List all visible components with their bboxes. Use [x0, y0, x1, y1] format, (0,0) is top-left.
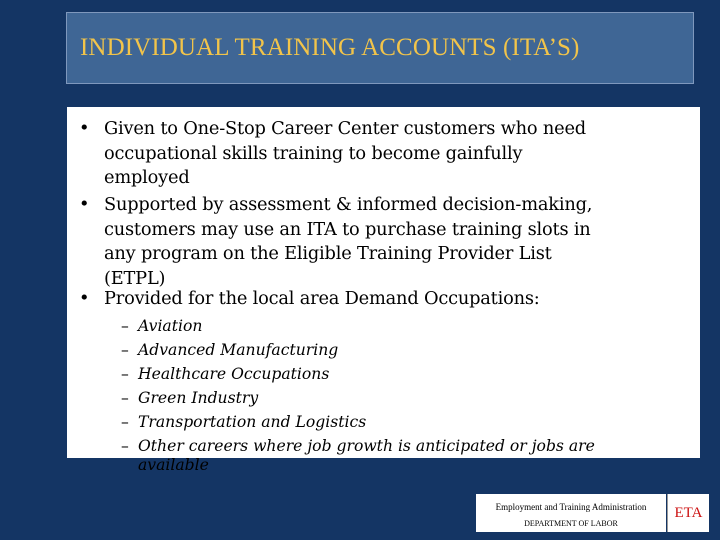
sub-bullet-text: Advanced Manufacturing — [138, 341, 339, 359]
sub-bullet-text: Green Industry — [138, 389, 259, 407]
sub-bullet-text: Healthcare Occupations — [138, 365, 330, 383]
eta-logo-text: ETA — [674, 504, 703, 521]
slide-title: INDIVIDUAL TRAINING ACCOUNTS (ITA’S) — [80, 34, 580, 61]
bullet-line: customers may use an ITA to purchase training slots in — [104, 218, 591, 240]
bullet-line: Given to One-Stop Career Center customers who need — [104, 118, 586, 139]
sub-bullet-marker: – — [121, 317, 129, 335]
sub-bullet-marker: – — [121, 341, 129, 359]
bullet-text — [104, 287, 704, 312]
sub-bullet-marker: – — [121, 413, 129, 431]
bullet-line: (ETPL) — [104, 267, 166, 289]
sub-bullet-marker: – — [121, 437, 129, 455]
bullet-text — [104, 117, 704, 191]
sub-bullet-line: available — [138, 455, 209, 474]
bullet-marker: • — [79, 288, 90, 309]
sub-bullet-text: Transportation and Logistics — [138, 413, 367, 431]
title-box — [66, 12, 694, 84]
bullet-line: any program on the Eligible Training Provider List — [104, 243, 552, 264]
bullet-marker: • — [79, 118, 90, 139]
bullet-text — [104, 193, 704, 291]
eta-logo — [667, 494, 709, 532]
content-panel — [67, 107, 700, 474]
sub-bullet-text — [138, 437, 668, 474]
sub-bullet-text: Aviation — [138, 317, 203, 335]
bullet-line: Provided for the local area Demand Occupations: — [104, 288, 540, 309]
department-name: DEPARTMENT OF LABOR — [524, 519, 618, 528]
footer-agency-block — [476, 494, 666, 532]
bullet-marker: • — [79, 194, 90, 215]
agency-name: Employment and Training Administration — [495, 502, 647, 512]
bullet-line: Supported by assessment & informed decision-making, — [104, 194, 593, 215]
bullet-line: employed — [104, 167, 190, 188]
sub-bullet-marker: – — [121, 389, 129, 407]
bullet-line: occupational skills training to become gainfully — [104, 142, 523, 164]
sub-bullet-line: Other careers where job growth is anticipated or jobs are — [138, 437, 595, 455]
sub-bullet-marker: – — [121, 365, 129, 383]
